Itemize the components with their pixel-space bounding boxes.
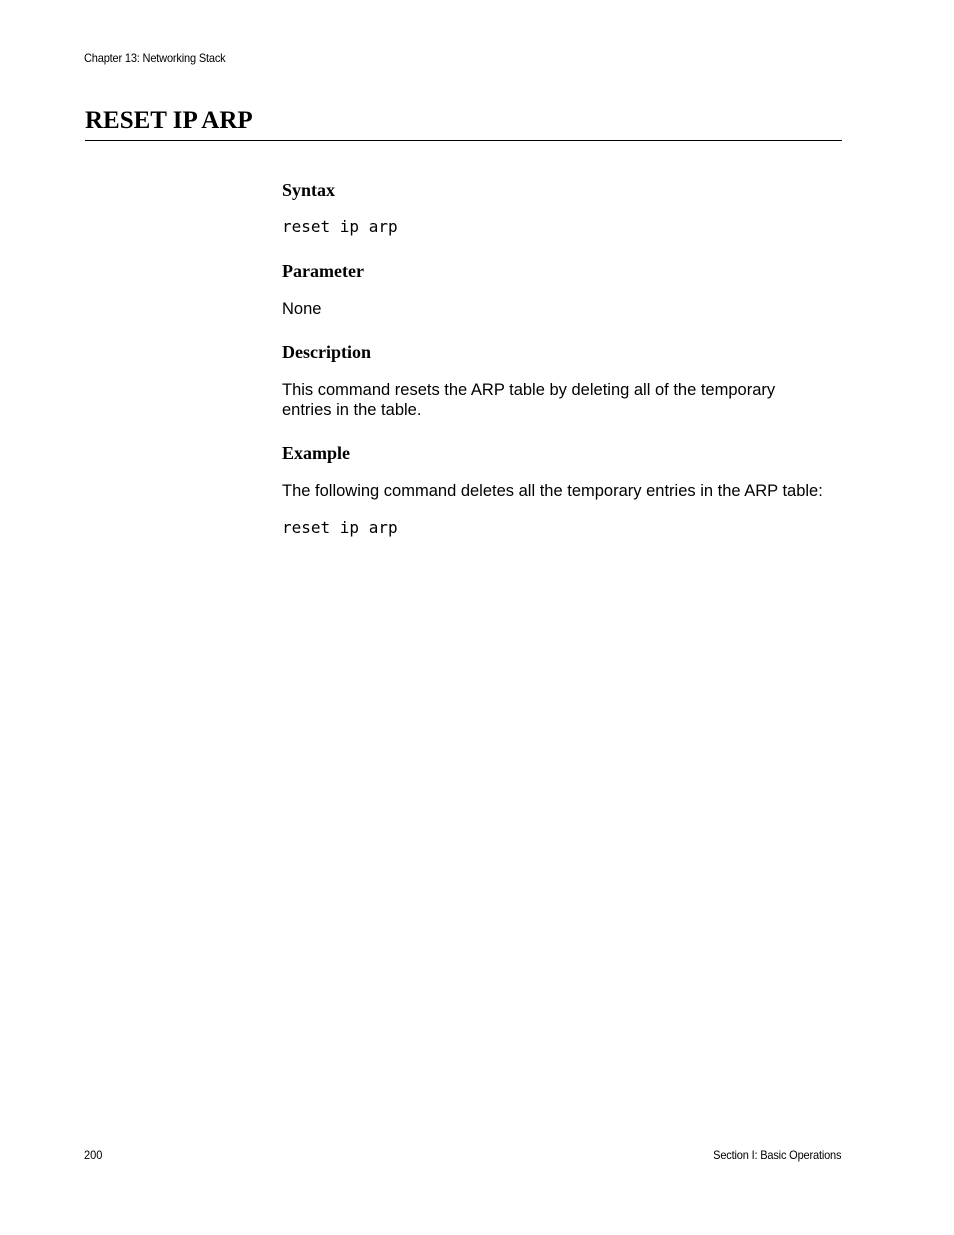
example-code: reset ip arp: [282, 518, 398, 537]
parameter-text: None: [282, 300, 322, 318]
running-header: Chapter 13: Networking Stack: [84, 51, 226, 65]
description-text: This command resets the ARP table by deleting all of the temporary entries in the table.: [282, 381, 776, 419]
parameter-heading: Parameter: [282, 261, 364, 281]
example-heading: Example: [282, 443, 351, 463]
page-title: RESET IP ARP: [85, 107, 253, 134]
example-text: The following command deletes all the temporary entries in the ARP table:: [282, 482, 823, 500]
page-number: 200: [84, 1148, 103, 1162]
description-heading: Description: [282, 342, 371, 362]
syntax-heading: Syntax: [282, 180, 336, 200]
syntax-code: reset ip arp: [282, 217, 398, 236]
title-rule: [85, 140, 842, 141]
footer-section: Section I: Basic Operations: [712, 1148, 841, 1162]
